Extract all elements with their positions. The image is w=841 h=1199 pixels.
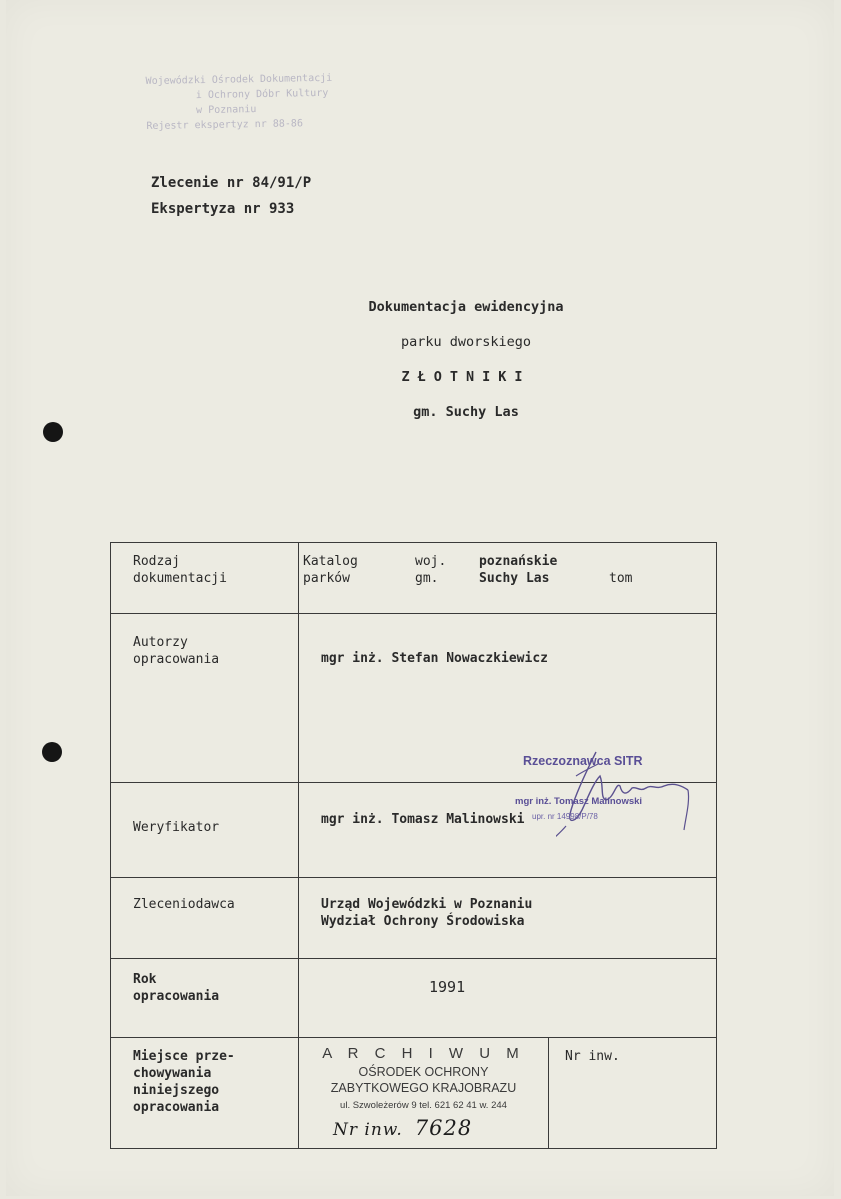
table-row [111,1038,717,1149]
row-label: Zleceniodawca [111,878,299,959]
archive-stamp: A R C H I W U M OŚRODEK OCHRONY ZABYTKOWEGO KRAJOBRAZU ul. Szwoleżerów 9 tel. 621 62 41 w. 244 Nr inw. 7628 [299,1038,549,1149]
punch-hole-bottom [42,742,62,762]
document-header [151,170,311,222]
commune-value: Suchy Las [479,571,550,586]
volume-label: tom [609,571,633,586]
faded-stamp [145,70,376,134]
metadata-table [110,542,717,1149]
stamp-line: w Poznaniu [196,104,257,117]
order-number: Zlecenie nr 84/91/P [151,175,312,191]
row-label: Miejsce prze- chowywania niniejszego opracowania [111,1038,299,1149]
inventory-label: Nr inw. [549,1038,717,1149]
title-line-1: Dokumentacja ewidencyjna [368,299,564,315]
stamp-line: i Ochrony Dóbr Kultury [195,87,329,102]
row-label: Rok opracowania [111,959,299,1038]
year-value: 1991 [299,959,717,1038]
commune-label: gm. [415,571,439,586]
expertise-number: Ekspertyza nr 933 [151,201,295,217]
document-title [6,290,816,430]
document-page [6,0,834,1196]
parks-label: parków [303,571,350,586]
voivodeship-value: poznańskie [479,554,558,569]
table-row [111,878,717,959]
title-line-2: parku dworskiego [400,334,532,350]
row-label: Weryfikator [111,783,299,878]
verifier-value: mgr inż. Tomasz Malinowski [299,783,717,878]
stamp-line: Wojewódzki Ośrodek Dokumentacji [145,72,333,88]
title-place-name: ZŁOTNIKI [401,369,531,385]
authors-value: mgr inż. Stefan Nowaczkiewicz [299,614,717,783]
sitr-stamp [515,750,720,830]
row-label: Autorzy opracowania [111,614,299,783]
row-label: Rodzaj dokumentacji [111,543,299,614]
handwritten-inventory: Nr inw. 7628 [333,1116,473,1140]
catalog-cell [299,543,717,614]
voivodeship-label: woj. [415,554,447,569]
table-row [111,959,717,1038]
sitr-number: upr. nr 14998/P/78 [532,812,598,821]
client-value: Urząd Wojewódzki w Poznaniu Wydział Ochrony Środowiska [299,878,717,959]
sitr-title: Rzeczoznawca SITR [523,754,643,768]
sitr-name: mgr inż. Tomasz Malinowski [515,796,643,807]
stamp-line: Rejestr ekspertyz nr 88-86 [146,118,304,133]
table-row [111,543,717,614]
catalog-label: Katalog [303,554,358,569]
title-commune: gm. Suchy Las [413,404,519,420]
